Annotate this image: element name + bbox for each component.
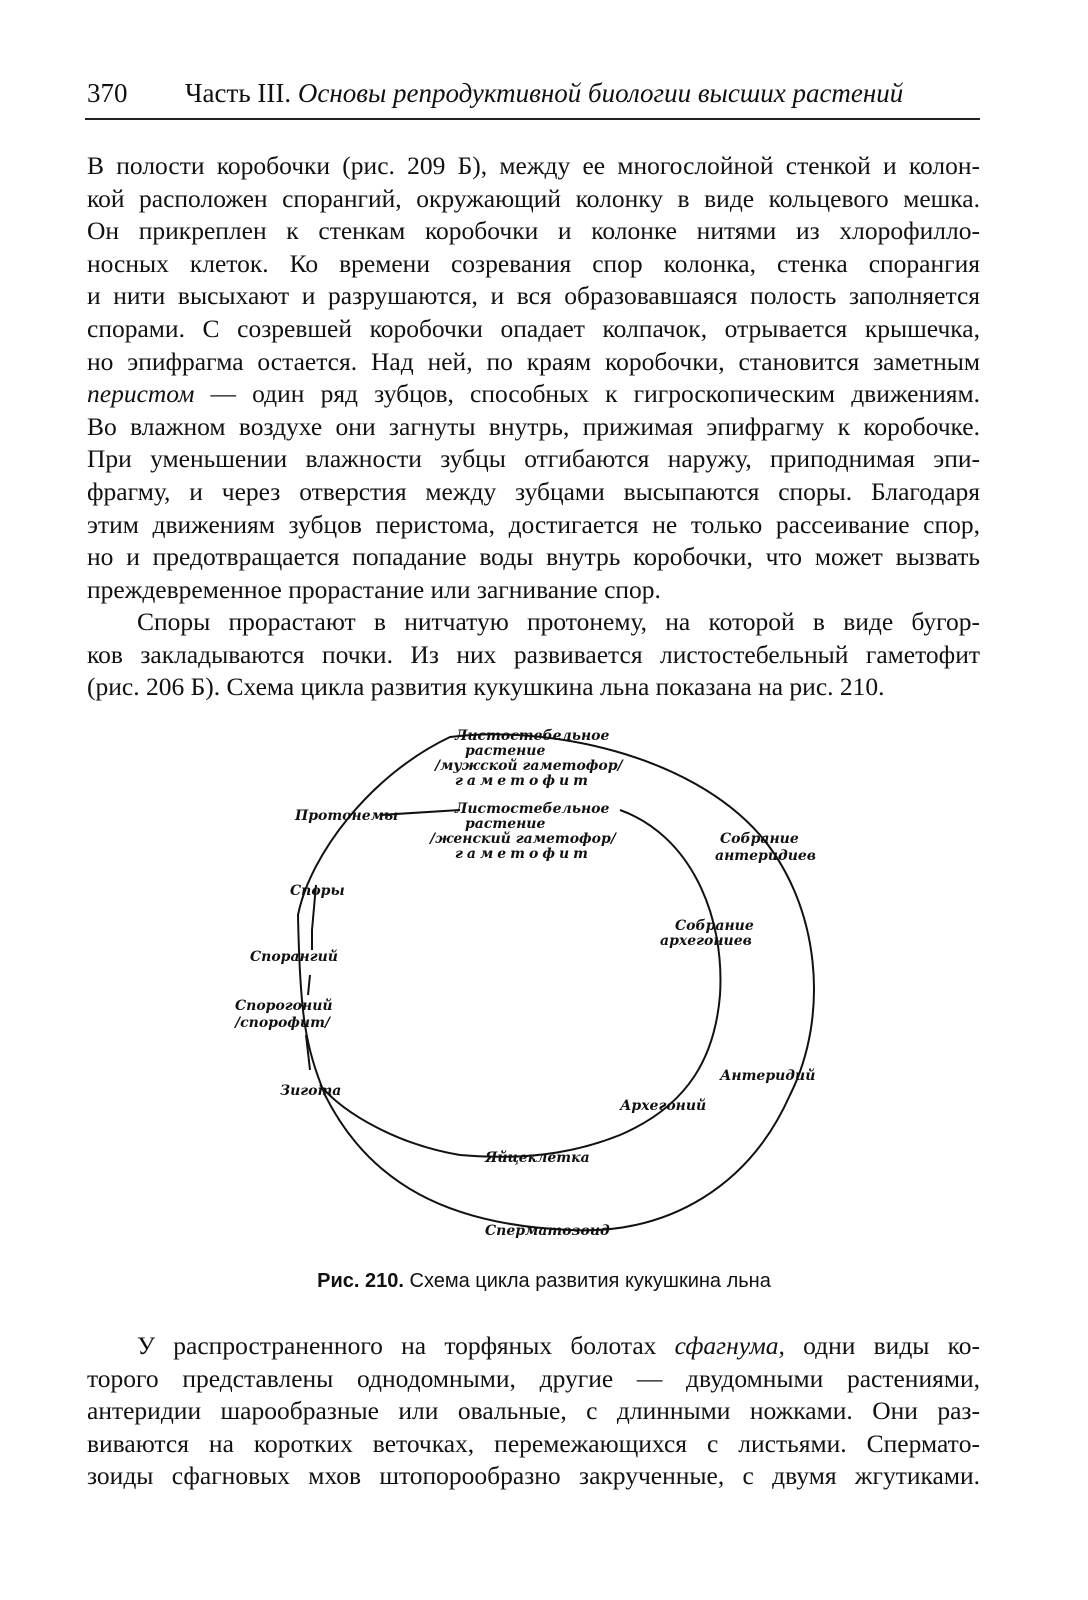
paragraph-2	[87, 606, 980, 704]
text-line: но эпифрагма остается. Над ней, по краям коробочки, становится заметным	[87, 346, 980, 376]
female-plant-label-3: /женский гаметофор/	[430, 831, 616, 847]
male-plant-label-4: гаметофит	[455, 773, 592, 789]
antheridia-group-label-1: Собрание	[720, 831, 799, 847]
page-header	[85, 72, 980, 120]
text-line: этим движениям зубцов перистома, достигается не только рассеивание спор,	[87, 509, 980, 539]
protonema-label: Протонемы	[295, 808, 399, 824]
text-line: (рис. 206 Б). Схема цикла развития кукушкина льна показана на рис. 210.	[87, 672, 885, 702]
text-line: и нити высыхают и разрушаются, и вся образовавшаяся полость заполняется	[87, 281, 980, 311]
text-line: В полости коробочки (рис. 209 Б), между ее многослойной стенкой и колон-	[87, 151, 980, 180]
male-plant-label-2: растение	[465, 743, 546, 759]
life-cycle-diagram	[220, 715, 860, 1260]
caption-number: Рис. 210.	[317, 1270, 404, 1292]
text-line: ков закладываются почки. Из них развивается листостебельный гаметофит	[87, 639, 980, 669]
sporogon-label-1: Спорогоний	[235, 998, 333, 1014]
spores-label: Споры	[290, 883, 345, 899]
page-number: 370	[87, 78, 128, 108]
archegonia-group-label-2: архегониев	[660, 933, 752, 949]
text-line	[87, 378, 980, 411]
male-plant-label-3: /мужской гаметофор/	[435, 758, 623, 774]
running-head	[185, 78, 903, 109]
figure-caption	[0, 1270, 1088, 1293]
text-line: фрагму, и через отверстия между зубцами высыпаются споры. Благодаря	[87, 476, 980, 506]
text-line: но и предотвращается попадание воды внутрь коробочки, что может вызвать	[87, 542, 980, 572]
italic-term: перистом	[87, 379, 195, 409]
text-fragment: — один ряд зубцов, способных к гигроскопическим движениям.	[210, 379, 980, 409]
text-line: Споры прорастают в нитчатую протонему, на которой в виде бугор-	[137, 607, 980, 636]
female-plant-label-2: растение	[465, 816, 546, 832]
text-line: кой расположен спорангий, окружающий колонку в виде кольцевого мешка.	[87, 183, 980, 213]
paragraph-1	[87, 150, 980, 606]
sporangium-label: Спорангий	[250, 949, 338, 965]
text-line: зоиды сфагновых мхов штопорообразно закрученные, с двумя жгутиками.	[87, 1461, 980, 1491]
zygote-label: Зигота	[280, 1083, 342, 1099]
text-fragment: У распространенного на торфяных болотах	[137, 1331, 657, 1360]
egg-label: Яйцеклетка	[485, 1150, 590, 1166]
text-fragment: одни виды ко-	[803, 1331, 981, 1360]
part-title: Основы репродуктивной биологии высших растений	[297, 78, 904, 108]
sperm-label: Сперматозоид	[485, 1223, 610, 1239]
antheridium-label: Антеридий	[720, 1068, 816, 1084]
text-line: При уменьшении влажности зубцы отгибаются наружу, приподнимая эпи-	[87, 444, 980, 474]
male-plant-label-1: Листостебельное	[455, 728, 610, 744]
female-plant-label-1: Листостебельное	[455, 801, 610, 817]
part-label: Часть III.	[185, 78, 292, 108]
text-line	[87, 1330, 980, 1363]
antheridia-group-label-2: антеридиев	[715, 848, 816, 864]
archegonia-group-label-1: Собрание	[675, 918, 754, 934]
archegonium-label: Архегоний	[620, 1098, 707, 1114]
text-line: преждевременное прорастание или загнивание спор.	[87, 574, 661, 604]
sporangium-stem-line	[308, 975, 310, 995]
italic-term: сфагнума,	[674, 1331, 785, 1360]
text-line: Он прикреплен к стенкам коробочки и колонке нитями из хлорофилло-	[87, 216, 980, 246]
text-line: спорами. С созревшей коробочки опадает колпачок, отрывается крышечка,	[87, 313, 980, 343]
text-line: антеридии шарообразные или овальные, с длинными ножками. Они раз-	[87, 1396, 980, 1426]
text-line: Во влажном воздухе они загнуты внутрь, прижимая эпифрагму к коробочке.	[87, 411, 980, 441]
female-plant-label-4: гаметофит	[455, 846, 592, 862]
text-line: торого представлены однодомными, другие — двудомными растениями,	[87, 1363, 980, 1393]
text-line: виваются на коротких веточках, перемежающихся с листьями. Сперматo-	[87, 1428, 980, 1458]
sporogon-label-2: /спорофит/	[235, 1015, 331, 1031]
paragraph-3	[87, 1330, 980, 1493]
text-line: носных клеток. Ко времени созревания спор колонка, стенка спорангия	[87, 248, 980, 278]
caption-text: Схема цикла развития кукушкина льна	[409, 1270, 771, 1292]
